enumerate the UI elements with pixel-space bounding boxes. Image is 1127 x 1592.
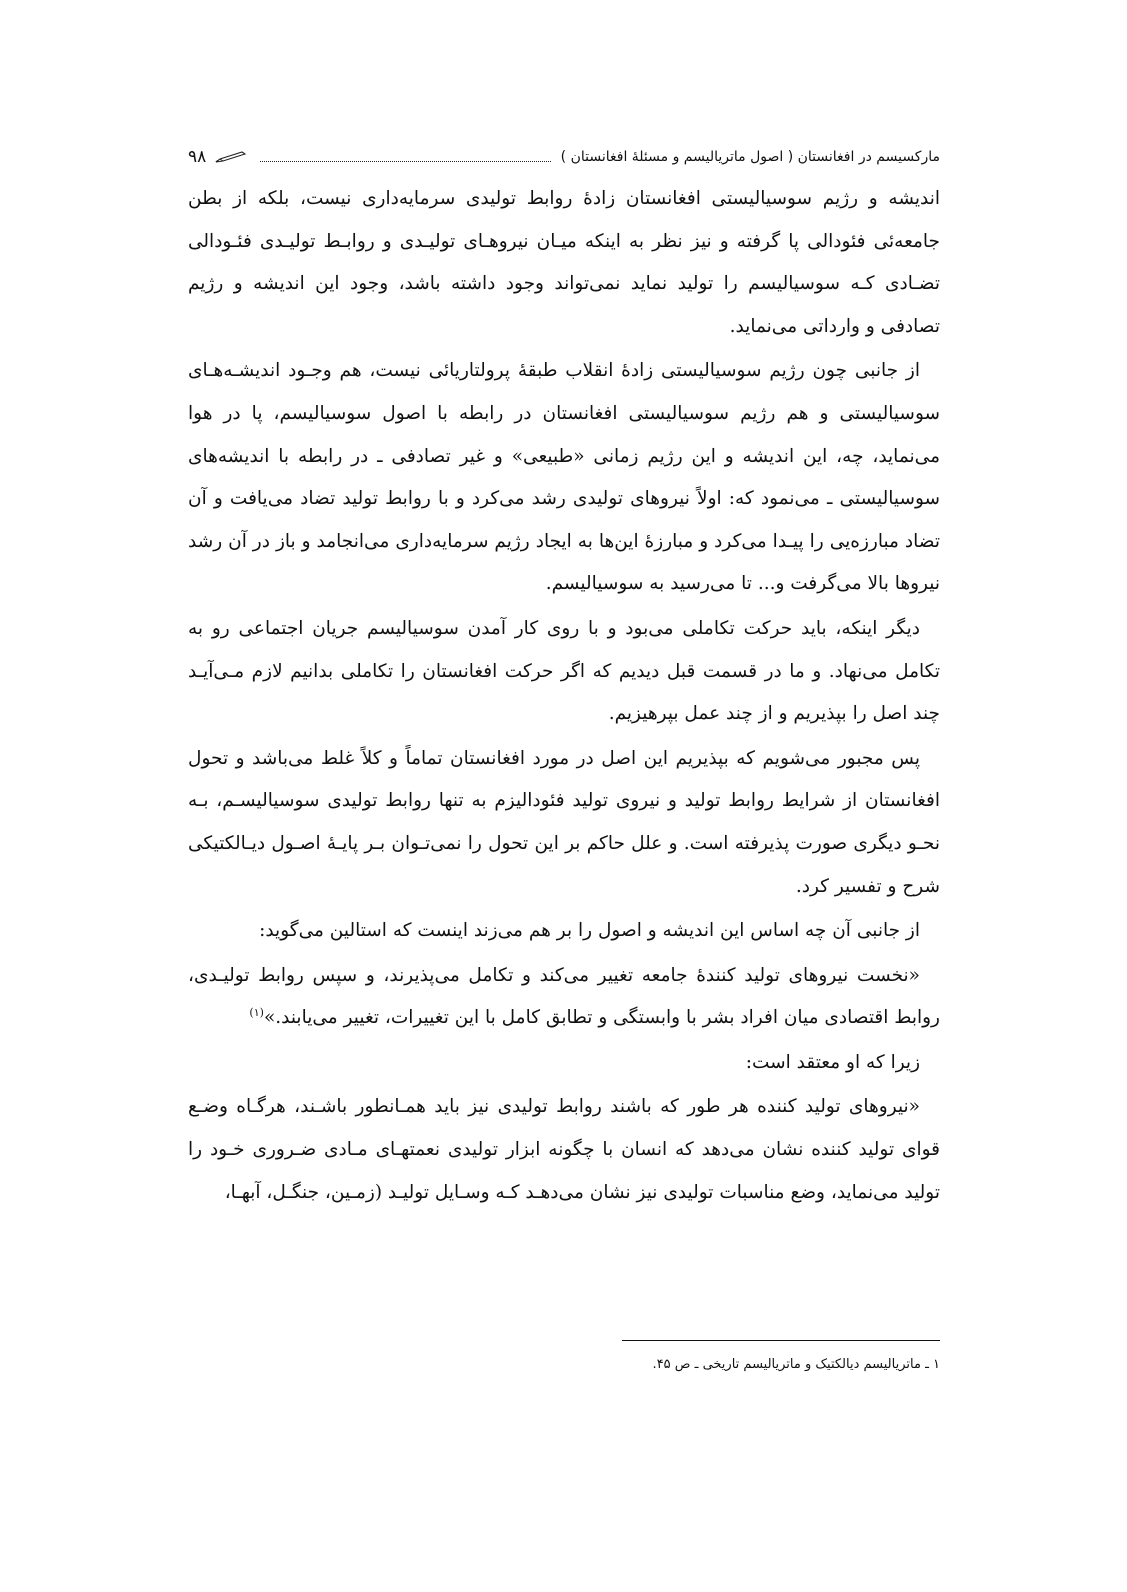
paragraph: دیگر اینکه، باید حرکت تکاملی می‌بود و با روی کار آمدن سوسیالیسم جریان اجتماعی رو به تکامل می‌نهاد. و ما در قسمت قبل دیدیم که اگر حرکت افغانستان را تکاملی بدانیم لازم مـی‌آیـد چند اصل را بپذیریم و از چند عمل بپرهیزیم. [188, 617, 940, 725]
body-text [188, 178, 940, 1216]
paragraph: از جانبی چون رژیم سوسیالیستی زادهٔ انقلاب طبقهٔ پرولتاریائی نیست، هم وجـود اندیشـه‌هـای سوسیالیستی و هم رژیم سوسیالیستی افغانستان در رابطه با اصول سوسیالیسم، پا در هوا می‌نماید، چه، این اندیشه و این رژیم زمانی «طبیعی» و غیر تصادفی ـ در رابطه با اندیشه‌های سوسیالیستی ـ می‌نمود که: اولاً نیروهای تولیدی رشد می‌کرد و با روابط تولید تضاد می‌یافت و آن تضاد مبارزه‌یی را پیـدا می‌کرد و مبارزهٔ این‌ها به ایجاد رژیم سرمایه‌داری می‌انجامد و باز در آن رشد نیروها بالا می‌گرفت و... تا می‌رسید به سوسیالیسم. [188, 360, 940, 595]
paragraph: اندیشه و رژیم سوسیالیستی افغانستان زادهٔ روابط تولیدی سرمایه‌داری نیست، بلکه از بطن جامعه‌ئی فئودالی پا گرفته و نیز نظر به اینکه میـان نیروهـای تولیـدی و روابـط تولیـدی فئـودالی تضـادی کـه سوسیالیسم را تولید نماید نمی‌تواند وجود داشته باشد، وجود این اندیشه و رژیم تصادفی و وارداتی می‌نماید. [188, 188, 940, 337]
quotation-text: «نخست نیروهای تولید کنندهٔ جامعه تغییر می‌کند و تکامل می‌پذیرند، و سپس روابط تولیـدی، روابط اقتصادی میان افراد بشر با وابستگی و تطابق کامل با این تغییرات، تغییر می‌یابند.» [188, 964, 940, 1029]
running-header [188, 142, 940, 172]
paragraph: پس مجبور می‌شویم که بپذیریم این اصل در مورد افغانستان تماماً و کلاً غلط می‌باشد و تحول افغانستان از شرایط روابط تولید و نیروی تولید فئودالیزم به تنها روابط تولیدی سوسیالیسـم، بـه نحـو دیگری صورت پذیرفته است. و علل حاکم بر این تحول را نمی‌تـوان بـر پایـهٔ اصـول دیـالکتیکی شرح و تفسیر کرد. [188, 747, 940, 897]
quotation: «نیروهای تولید کننده هر طور که باشند روابط تولیدی نیز باید همـانطور باشـند، هرگـاه وضـع قوای تولید کننده نشان می‌دهد که انسان با چگونه ابزار تولیدی نعمتهـای مـادی ضـروری خـود را تولید می‌نماید، وضع مناسبات تولیدی نیز نشان می‌دهـد کـه وسـایل تولیـد (زمـین، جنگـل، آبهـا، [188, 1096, 940, 1203]
paragraph: از جانبی آن چه اساس این اندیشه و اصول را بر هم می‌زند اینست که استالین می‌گوید: [259, 920, 920, 942]
page-number: ۹۸ [188, 147, 207, 167]
paragraph: زیرا که او معتقد است: [745, 1051, 920, 1073]
footnote-reference[interactable]: (۱) [249, 1006, 264, 1020]
pencil-icon [214, 150, 248, 164]
footnote: ۱ ـ ماتریالیسم دیالکتیک و ماتریالیسم تاریخی ـ ص ۴۵. [652, 1357, 940, 1372]
footnote-separator [622, 1340, 940, 1341]
quotation [188, 955, 940, 1040]
running-title: مارکسیسم در افغانستان ( اصول ماتریالیسم و مسئلهٔ افغانستان ) [560, 149, 940, 165]
leader-dots [260, 161, 550, 162]
